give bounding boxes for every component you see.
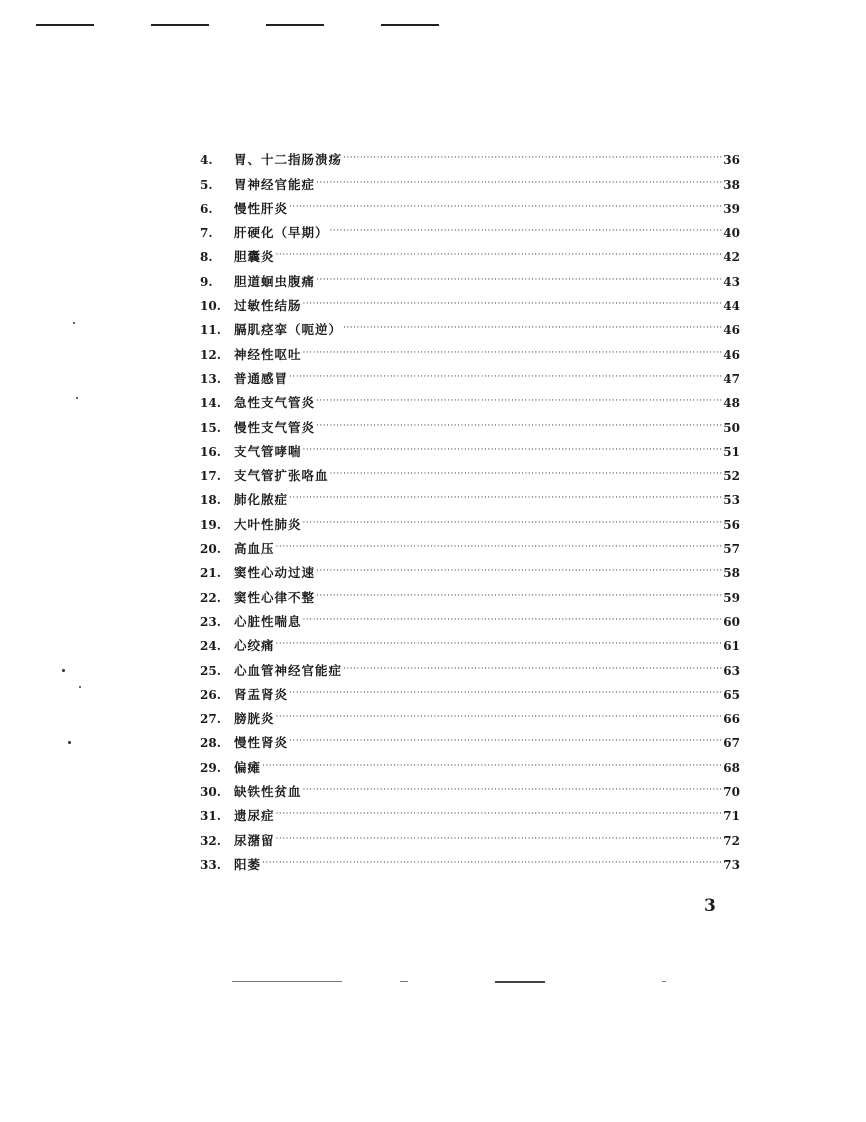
toc-entry-page: 53 (723, 493, 740, 508)
toc-entry-number: 33. (200, 857, 221, 872)
toc-entry-number: 12. (200, 347, 221, 362)
toc-entry (200, 314, 740, 338)
toc-entry-page: 50 (723, 420, 740, 435)
toc-dot-leader (303, 442, 723, 458)
toc-entry-title: 胃神经官能症 (234, 176, 316, 192)
toc-entry-page: 47 (723, 371, 740, 386)
toc-entry (200, 824, 740, 848)
toc-dot-leader (276, 831, 723, 847)
scan-noise (232, 981, 342, 982)
toc-entry-page: 57 (723, 542, 740, 557)
toc-entry-title: 肝硬化（早期） (234, 225, 329, 241)
toc-entry-number: 27. (200, 712, 221, 727)
toc-entry-number: 19. (200, 517, 221, 532)
toc-entry-title: 偏瘫 (234, 759, 262, 775)
toc-entry-page: 59 (723, 590, 740, 605)
toc-entry-page: 71 (723, 809, 740, 824)
toc-entry (200, 241, 740, 265)
toc-dot-leader (303, 345, 723, 361)
toc-entry-number: 22. (200, 590, 221, 605)
scan-rule (151, 24, 209, 26)
toc-entry-number: 32. (200, 833, 221, 848)
toc-dot-leader (289, 685, 722, 701)
toc-entry-number: 24. (200, 639, 221, 654)
toc-entry-title: 慢性肾炎 (234, 735, 289, 751)
toc-dot-leader (343, 150, 722, 166)
toc-entry-number: 26. (200, 687, 221, 702)
scan-noise (662, 981, 666, 982)
toc-entry-title: 遗尿症 (234, 808, 275, 824)
toc-entry-page: 46 (723, 347, 740, 362)
toc-entry-number: 7. (200, 226, 213, 241)
toc-entry-page: 58 (723, 566, 740, 581)
toc-entry (200, 703, 740, 727)
toc-entry-number: 14. (200, 396, 221, 411)
toc-entry-page: 70 (723, 785, 740, 800)
toc-entry (200, 630, 740, 654)
toc-entry (200, 460, 740, 484)
toc-dot-leader (343, 661, 722, 677)
toc-entry-page: 66 (723, 712, 740, 727)
toc-entry-page: 61 (723, 639, 740, 654)
toc-entry (200, 387, 740, 411)
toc-entry (200, 217, 740, 241)
toc-dot-leader (276, 806, 723, 822)
toc-entry-title: 慢性支气管炎 (234, 419, 316, 435)
toc-dot-leader (303, 782, 723, 798)
scan-speck (79, 686, 81, 688)
toc-entry-title: 心血管神经官能症 (234, 662, 343, 678)
toc-entry-number: 5. (200, 177, 213, 192)
toc-entry-title: 阳萎 (234, 856, 262, 872)
toc-entry-number: 4. (200, 153, 213, 168)
scan-noise (400, 981, 408, 982)
toc-dot-leader (289, 733, 722, 749)
toc-dot-leader (330, 466, 723, 482)
toc-entry-number: 20. (200, 542, 221, 557)
toc-entry (200, 679, 740, 703)
toc-dot-leader (262, 855, 722, 871)
toc-dot-leader (276, 636, 723, 652)
toc-entry-title: 普通感冒 (234, 370, 289, 386)
toc-entry-page: 56 (723, 517, 740, 532)
toc-entry-number: 6. (200, 201, 213, 216)
toc-entry-title: 膀胱炎 (234, 711, 275, 727)
scan-rule (266, 24, 324, 26)
toc-entry-page: 73 (723, 857, 740, 872)
toc-entry-title: 支气管哮喘 (234, 443, 302, 459)
toc-entry-title: 尿潴留 (234, 832, 275, 848)
toc-dot-leader (303, 515, 723, 531)
toc-entry-title: 窦性心律不整 (234, 589, 316, 605)
toc-entry-page: 38 (723, 177, 740, 192)
toc-dot-leader (303, 612, 723, 628)
toc-entry-title: 心脏性喘息 (234, 613, 302, 629)
toc-entry (200, 193, 740, 217)
toc-entry-number: 18. (200, 493, 221, 508)
toc-dot-leader (276, 539, 723, 555)
toc-entry-page: 52 (723, 469, 740, 484)
scan-speck (62, 669, 65, 672)
toc-entry-title: 缺铁性贫血 (234, 784, 302, 800)
toc-dot-leader (303, 296, 723, 312)
scan-speck (73, 322, 75, 324)
toc-entry (200, 168, 740, 192)
toc-dot-leader (289, 490, 722, 506)
toc-dot-leader (316, 393, 722, 409)
toc-entry-title: 肺化脓症 (234, 492, 289, 508)
toc-entry (200, 290, 740, 314)
toc-entry-page: 36 (723, 153, 740, 168)
toc-dot-leader (343, 320, 722, 336)
toc-entry (200, 508, 740, 532)
toc-entry-title: 肾盂肾炎 (234, 686, 289, 702)
toc-dot-leader (289, 199, 722, 215)
toc-dot-leader (316, 175, 722, 191)
toc-entry-page: 72 (723, 833, 740, 848)
toc-entry-page: 40 (723, 226, 740, 241)
toc-entry-title: 心绞痛 (234, 638, 275, 654)
toc-entry-page: 46 (723, 323, 740, 338)
toc-entry-title: 急性支气管炎 (234, 395, 316, 411)
toc-entry-title: 大叶性肺炎 (234, 516, 302, 532)
toc-entry-page: 42 (723, 250, 740, 265)
toc-entry-number: 13. (200, 371, 221, 386)
toc-entry-number: 25. (200, 663, 221, 678)
toc-entry-title: 高血压 (234, 541, 275, 557)
toc-dot-leader (316, 563, 722, 579)
toc-dot-leader (316, 588, 722, 604)
toc-dot-leader (262, 758, 722, 774)
toc-entry-number: 17. (200, 469, 221, 484)
toc-entry-page: 51 (723, 444, 740, 459)
toc-entry (200, 363, 740, 387)
toc-entry (200, 849, 740, 873)
toc-dot-leader (276, 709, 723, 725)
toc-entry (200, 265, 740, 289)
toc-entry (200, 727, 740, 751)
toc-entry-page: 63 (723, 663, 740, 678)
toc-entry-title: 膈肌痉挛（呃逆） (234, 322, 343, 338)
toc-entry (200, 606, 740, 630)
toc-entry-page: 39 (723, 201, 740, 216)
scan-speck (76, 397, 78, 399)
toc-entry (200, 144, 740, 168)
toc-entry (200, 557, 740, 581)
toc-entry-page: 43 (723, 274, 740, 289)
toc-entry (200, 581, 740, 605)
toc-entry (200, 338, 740, 362)
toc-entry-number: 16. (200, 444, 221, 459)
toc-entry-number: 23. (200, 614, 221, 629)
toc-entry-number: 31. (200, 809, 221, 824)
page-number: 3 (704, 896, 716, 916)
toc-entry (200, 776, 740, 800)
toc-entry-title: 胆囊炎 (234, 249, 275, 265)
toc-entry-number: 21. (200, 566, 221, 581)
toc-dot-leader (276, 247, 723, 263)
toc-entry-title: 慢性肝炎 (234, 200, 289, 216)
toc-dot-leader (330, 223, 723, 239)
scan-rule (36, 24, 94, 26)
scan-top-rules (36, 24, 456, 26)
toc-entry (200, 411, 740, 435)
toc-entry-number: 9. (200, 274, 213, 289)
toc-entry-number: 8. (200, 250, 213, 265)
toc-entry-number: 15. (200, 420, 221, 435)
toc-dot-leader (316, 272, 722, 288)
toc-entry (200, 533, 740, 557)
toc-entry-number: 28. (200, 736, 221, 751)
scan-speck (68, 741, 71, 744)
toc-dot-leader (289, 369, 722, 385)
toc-entry-number: 10. (200, 299, 221, 314)
toc-entry-page: 67 (723, 736, 740, 751)
toc-entry-page: 60 (723, 614, 740, 629)
toc-entry (200, 484, 740, 508)
scan-noise (495, 981, 545, 983)
toc-entry (200, 654, 740, 678)
toc-entry-title: 神经性呕吐 (234, 346, 302, 362)
scan-rule (381, 24, 439, 26)
toc-entry-title: 支气管扩张咯血 (234, 468, 329, 484)
toc-entry-title: 胃、十二指肠溃疡 (234, 152, 343, 168)
toc-entry-page: 44 (723, 299, 740, 314)
toc-entry-page: 48 (723, 396, 740, 411)
toc-entry (200, 751, 740, 775)
table-of-contents (200, 144, 740, 873)
toc-entry-number: 29. (200, 760, 221, 775)
toc-entry-title: 胆道蛔虫腹痛 (234, 273, 316, 289)
toc-entry (200, 436, 740, 460)
toc-entry-number: 11. (200, 323, 221, 338)
toc-dot-leader (316, 418, 722, 434)
toc-entry (200, 800, 740, 824)
toc-entry-page: 65 (723, 687, 740, 702)
toc-entry-number: 30. (200, 785, 221, 800)
toc-entry-title: 窦性心动过速 (234, 565, 316, 581)
toc-entry-title: 过敏性结肠 (234, 298, 302, 314)
toc-entry-page: 68 (723, 760, 740, 775)
